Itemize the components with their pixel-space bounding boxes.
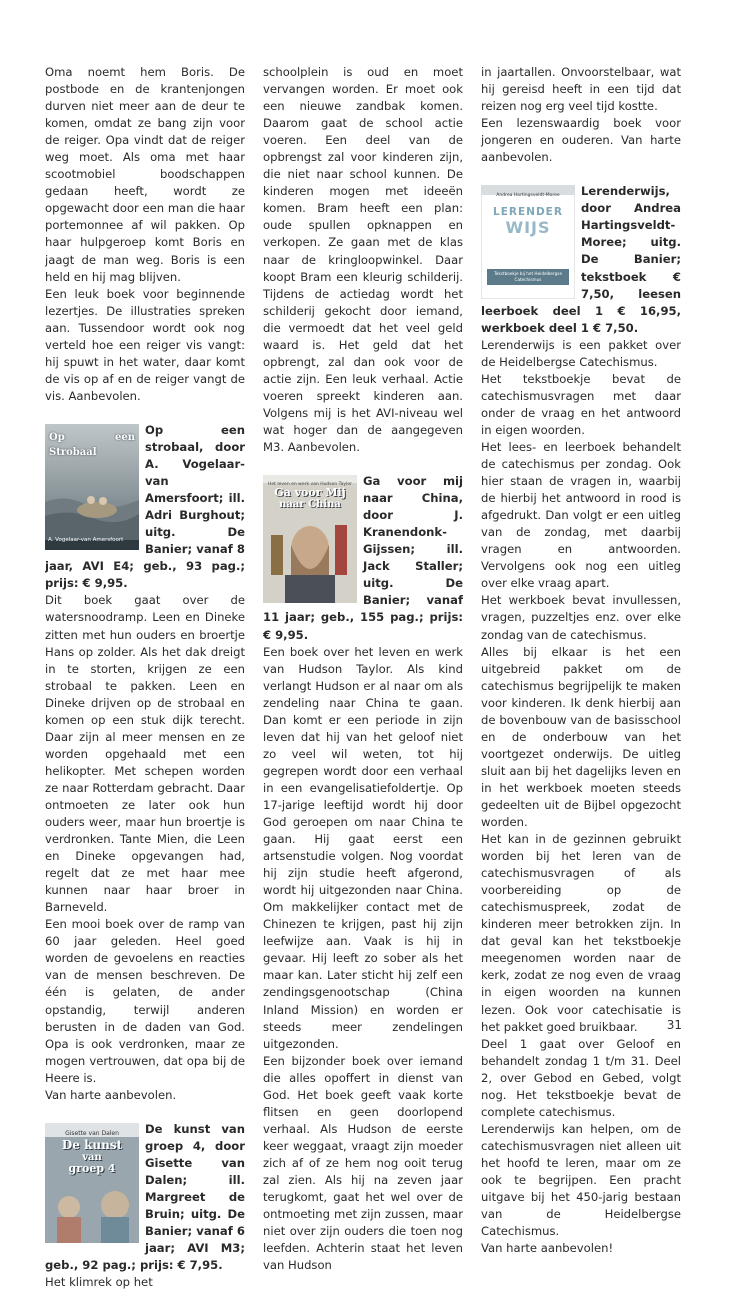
paragraph: Het klimrek op het (45, 1275, 153, 1290)
paragraph: Een leuk boek voor beginnende lezertjes. De illustraties spreken aan. Tussendoor wordt ook nog verteld hoe een reiger vis vangt: hij spuwt in het water, daar komt de vis op af en de reiger vangt de vis. Aanbevolen. (45, 286, 245, 403)
paragraph: Een boek over het leven en werk van Hudson Taylor. Als kind verlangt Hudson er al naar om als zendeling naar China te gaan. Dan komt er een periode in zijn leven dat hij van het geloof niet zo veel wil weten, tot hij gegrepen wordt door een verhaal in een evangelisatiefoldertje. Op 17-jarige leeftijd wordt hij door God geroepen om naar China te gaan. Hij gaat eerst een artsenstudie volgen. Nog voordat hij zijn studie heeft afgerond, wordt hij uitgezonden naar China. Om makkelijker contact met de Chinezen te krijgen, past hij zijn leefwijze aan. Vaak is hij in gevaar. Hij leeft zo sober als het maar kan. Later sticht hij zelf een zendingsgenootschap (China Inland Mission) en worden er steeds meer zendelingen uitgezonden. (263, 644, 463, 1051)
cover-author: Gisette van Dalen (65, 1129, 119, 1137)
paragraph: Dit boek gaat over de watersnoodramp. Leen en Dineke zitten met hun ouders en broertje Hans op zolder. Als het dak dreigt in te storten, krijgen ze een strobaal te pakken. Leen en Dineke drijven op de strobaal en komen op een stuk dijk terecht. Daar zijn al meer mensen en ze worden opgehaald met een helikopter. Met schepen worden ze naar Rotterdam gebracht. Daar ontmoeten ze later ook hun ouders weer, maar hun broertje is verdronken. Tante Mien, die Leen en Dineke opgevangen had, regelt dat ze met haar mee kunnen naar haar broer in Barneveld. (45, 593, 245, 915)
paragraph: Van harte aanbevolen! (481, 1241, 614, 1256)
column-middle (263, 64, 463, 1274)
review-op-een-strobaal (45, 422, 245, 1104)
column-right (481, 64, 681, 1257)
book-cover-de-kunst-van-groep-4 (45, 1123, 139, 1243)
paragraph: Lerenderwijs is een pakket over de Heidelbergse Catechismus. (481, 337, 681, 369)
review-de-kunst-van-groep-4 (45, 1121, 245, 1291)
cover-subtitle: Het leven en werk van Hudson Taylor (268, 482, 352, 488)
column-left (45, 64, 245, 1291)
paragraph: Een lezenswaardig boek voor jongeren en ouderen. Van harte aanbevolen. (481, 116, 681, 165)
paragraph: Van harte aanbevolen. (45, 1087, 177, 1102)
cover-title: Ga voor Mij naar China (274, 486, 346, 511)
cover-subtitle: Tekstboekje bij het Heidelbergse Catechismus (493, 271, 563, 283)
paragraph: Oma noemt hem Boris. De postbode en de krantenjongen durven niet meer aan de deur te komen, omdat ze bang zijn voor de reiger. Opa vindt dat de reiger weg moet. Als oma met haar scootmobiel boodschappen gedaan heeft, wordt ze opgewacht door een man die haar portemonnee af wil pakken. Op haar hulpgeroep komt Boris en jaagt de man weg. Boris is een held en hij mag blijven. (45, 65, 245, 284)
cover-title: Op een Strobaal (49, 431, 135, 458)
paragraph: Het werkboek bevat invullessen, vragen, puzzeltjes enz. over elke zondag van de catechismus. (481, 593, 681, 642)
cover-title: De kunst van groep 4 (61, 1137, 123, 1175)
paragraph: Een mooi boek over de ramp van 60 jaar geleden. Heel goed worden de gevoelens en reacties van de mensen beschreven. De één is gelaten, de ander opstandig, terwijl anderen berusten in de daden van God. Opa is ook verdronken, maar ze mogen vertrouwen, dat opa bij de Heere is. (45, 917, 245, 1085)
review-heading: De kunst van groep 4, door Gisette van Dalen; ill. Margreet de Bruin; uitg. De Banier; vanaf 6 jaar; AVI M3; geb., 92 pag.; prijs: € 7,95. (45, 1121, 245, 1273)
paragraph: Het kan in de gezinnen gebruikt worden bij het leren van de catechismusvragen of als voorbereiding op de catechismuspreek, zodat de kinderen meer betrokken zijn. In dat geval kan het tekstboekje meegenomen worden naar de kerk, zodat ze nog even de vraag in eigen woorden na kunnen lezen. Ook voor catechisatie is het pakket goed bruikbaar. (481, 832, 681, 1034)
paragraph: schoolplein is oud en moet vervangen worden. Er moet ook een nieuwe zandbak komen. Daarom gaat de school actie voeren. Een deel van de opbrengst zal voor kinderen zijn, die niet naar school kunnen. De kinderen mogen met ideeën komen. Bram heeft een plan: oude spullen opknappen en verkopen. Ze gaan met de klas naar de kringloopwinkel. Daar koopt Bram een kleurig schilderij. Tijdens de actiedag wordt het schilderij gekocht door iemand, die vermoedt dat het veel geld waard is. Het geld dat het opbrengt, zal dan ook voor de actie zijn. Een leuk verhaal. Actie voeren spreekt kinderen aan. Volgens mij is het AVI-niveau wel wat hoger dan de aangegeven M3. Aanbevolen. (263, 65, 463, 455)
cover-title: LERENDER WIJS (493, 206, 563, 238)
paragraph: in jaartallen. Onvoorstelbaar, wat hij gereisd heeft in een tijd dat reizen nog erg veel tijd kostte. (481, 65, 681, 114)
review-heading: Op een strobaal, door A. Vogelaar-van Amersfoort; ill. Adri Burghout; uitg. De Banier; vanaf 8 jaar, AVI E4; geb., 93 pag.; prijs: € 9,95. (45, 422, 245, 591)
page-number: 31 (666, 1018, 682, 1032)
paragraph: Het lees- en leerboek behandelt de catechismus per zondag. Ook hier staan de vragen in, waarbij de hierbij het antwoord in rood is afgedrukt. Dan volgt er een uitleg van de zondag, met daarbij vragen en antwoorden. Vervolgens ook nog een uitleg over elke vraag apart. (481, 439, 681, 591)
book-cover-lerenderwijs (481, 185, 575, 299)
review-heading: Ga voor mij naar China, door J. Kranendonk-Gijssen; ill. Jack Staller; uitg. De Banier; vanaf 11 jaar; geb., 155 pag.; prijs: € 9,95. (263, 474, 463, 642)
paragraph: Lerenderwijs kan helpen, om de catechismusvragen niet alleen uit het hoofd te leren, maar om ze ook te begrijpen. Een pracht uitgave bij het 450-jarig bestaan van de Heidelbergse Catechismus. (481, 1121, 681, 1239)
book-cover-ga-voor-mij-naar-china (263, 475, 357, 603)
cover-author: Andrea Hartingsveldt-Moree (496, 193, 560, 199)
cover-author: A. Vogelaar-van Amersfoort (48, 536, 124, 543)
review-heading: Lerenderwijs, door Andrea Hartingsveldt-Moree; uitg. De Banier; tekstboek € 7,50, leesen leerboek deel 1 € 16,95, werkboek deel 1 € 7,50. (481, 184, 681, 335)
book-cover-op-een-strobaal (45, 424, 139, 550)
paragraph: Alles bij elkaar is het een uitgebreid pakket om de catechismus begrijpelijk te maken voor kinderen. Ik denk hierbij aan de bovenbouw van de basisschool en de onderbouw van het voortgezet onderwijs. De uitleg sluit aan bij het dagelijks leven en in het werkboek moeten steeds gedeelten uit de Bijbel opgezocht worden. (481, 644, 681, 830)
paragraph: Het tekstboekje bevat de catechismusvragen met daar onder de vraag en het antwoord in eigen woorden. (481, 371, 681, 437)
paragraph: Een bijzonder boek over iemand die alles opoffert in dienst van God. Het boek geeft vaak korte flitsen en geen doorlopend verhaal. Als Hudson de eerste keer weggaat, vraagt zijn moeder zich af of ze hem nog ooit terug zal zien. Als hij na zeven jaar terugkomt, gaat het wel over de ontmoeting met zijn zussen, maar niet over zijn ouders die toen nog leefden. Achterin staat het leven van Hudson (263, 1053, 463, 1273)
review-ga-voor-mij-naar-china (263, 473, 463, 1274)
review-lerenderwijs (481, 183, 681, 1257)
paragraph: Deel 1 gaat over Geloof en behandelt zondag 1 t/m 31. Deel 2, over Gebod en Gebed, volgt nog. Het tekstboekje bevat de complete catechismus. (481, 1036, 681, 1119)
